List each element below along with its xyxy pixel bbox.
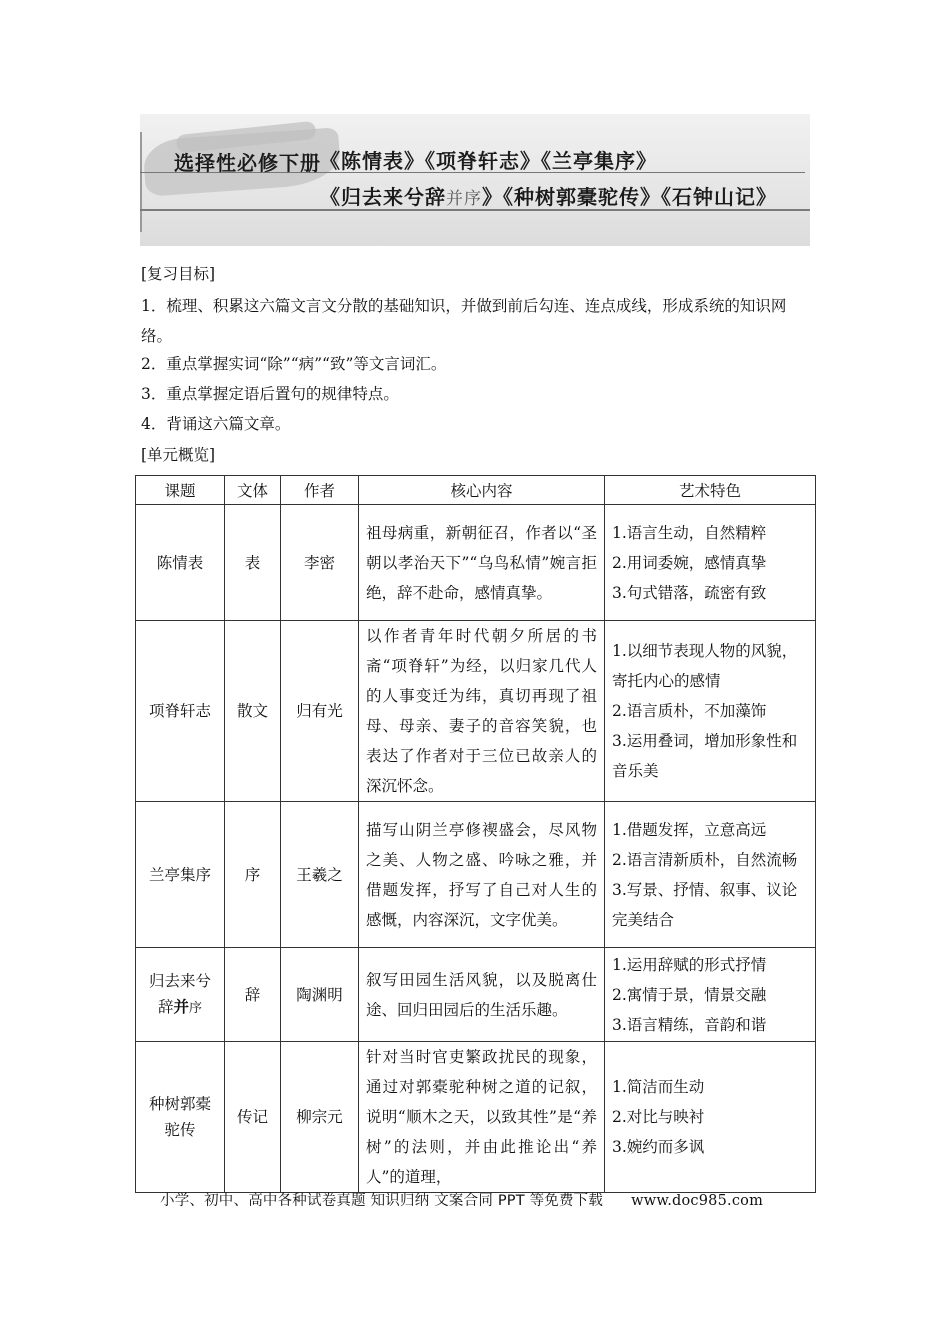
col-header-content: 核心内容 [359, 476, 605, 505]
table-row [136, 802, 816, 948]
cell-genre: 表 [225, 505, 281, 621]
feature-item: 3.写景、抒情、叙事、议论完美结合 [612, 880, 798, 929]
feature-item: 2.寓情于景，情景交融 [612, 985, 767, 1004]
cell-features [605, 621, 816, 802]
review-goal-item: 3．重点掌握定语后置句的规律特点。 [141, 385, 399, 403]
col-header-genre: 文体 [225, 476, 281, 505]
cell-title: 项脊轩志 [136, 621, 225, 802]
cell-author: 归有光 [281, 621, 359, 802]
title-bold-part: 并 [173, 996, 189, 1016]
feature-item: 2.语言清新质朴，自然流畅 [612, 850, 798, 869]
footer-url-link[interactable]: www.doc985.com [631, 1193, 764, 1209]
review-goal-item: 2．重点掌握实词“除”“病”“致”等文言词汇。 [141, 355, 447, 373]
header-banner [140, 114, 810, 246]
cell-genre: 辞 [225, 948, 281, 1042]
unit-overview-title: [单元概览] [141, 446, 216, 464]
feature-item: 2.用词委婉，感情真挚 [612, 553, 767, 572]
cell-author: 柳宗元 [281, 1042, 359, 1193]
col-header-features: 艺术特色 [605, 476, 816, 505]
feature-item: 2.对比与映衬 [612, 1108, 705, 1126]
cell-author: 李密 [281, 505, 359, 621]
cell-features [605, 505, 816, 621]
cell-features [605, 802, 816, 948]
table-row [136, 621, 816, 802]
review-goal-item: 1．梳理、积累这六篇文言文分散的基础知识，并做到前后勾连、连点成线，形成系统的知识网络。 [141, 297, 787, 345]
title-part: 归去来兮辞 [148, 971, 211, 1016]
lesson-titles-line1: 《陈情表》《项脊轩志》《兰亭集序》 [320, 149, 657, 173]
cell-title [136, 948, 225, 1042]
cell-content: 叙写田园生活风貌，以及脱离仕途、回归田园后的生活乐趣。 [359, 948, 605, 1042]
table-row [136, 505, 816, 621]
feature-item: 1.借题发挥，立意高远 [612, 820, 767, 839]
feature-item: 3.婉约而多讽 [612, 1138, 705, 1156]
footer-text: 小学、初中、高中各种试卷真题 知识归纳 文案合同 PPT 等免费下载 [160, 1193, 604, 1209]
feature-item: 3.运用叠词，增加形象性和音乐美 [612, 732, 798, 780]
feature-item: 1.运用辞赋的形式抒情 [612, 955, 767, 974]
unit-overview-table [135, 475, 816, 1193]
cell-genre: 传记 [225, 1042, 281, 1193]
cell-title: 种树郭橐驼传 [136, 1042, 225, 1193]
lesson-titles-line2 [320, 181, 777, 210]
cell-content: 描写山阴兰亭修禊盛会，尽风物之美、人物之盛、吟咏之雅，并借题发挥，抒写了自己对人生的感慨，内容深沉，文字优美。 [359, 802, 605, 948]
cell-content: 以作者青年时代朝夕所居的书斋“项脊轩”为经，以归家几代人的人事变迁为纬，真切再现了祖母、母亲、妻子的音容笑貌，也表达了作者对于三位已故亲人的深沉怀念。 [359, 621, 605, 802]
col-header-title: 课题 [136, 476, 225, 505]
cell-content: 祖母病重，新朝征召，作者以“圣朝以孝治天下”“乌鸟私情”婉言拒绝，辞不赴命，感情真挚。 [359, 505, 605, 621]
cell-title: 兰亭集序 [136, 802, 225, 948]
feature-item: 3.语言精练，音韵和谐 [612, 1015, 767, 1034]
page-footer [160, 1189, 763, 1210]
feature-item: 3.句式错落，疏密有致 [612, 583, 767, 602]
title-small-part: 序 [189, 1000, 203, 1016]
feature-item: 2.语言质朴，不加藻饰 [612, 702, 767, 720]
review-goals-title: [复习目标] [141, 265, 216, 283]
feature-item: 1.简洁而生动 [612, 1078, 705, 1096]
cell-genre: 散文 [225, 621, 281, 802]
cell-title: 陈情表 [136, 505, 225, 621]
cell-content: 针对当时官吏繁政扰民的现象，通过对郭橐驼种树之道的记叙，说明“顺木之天，以致其性”是“养树”的法则，并由此推论出“养人”的道理， [359, 1042, 605, 1193]
banner-divider [140, 132, 142, 232]
table-row [136, 1042, 816, 1193]
table-header-row [136, 476, 816, 505]
cell-features [605, 1042, 816, 1193]
table-row [136, 948, 816, 1042]
cell-genre: 序 [225, 802, 281, 948]
cell-author: 陶渊明 [281, 948, 359, 1042]
review-goal-item: 4．背诵这六篇文章。 [141, 415, 291, 433]
lesson-title-small: 并序 [446, 189, 482, 209]
lesson-title-part: 》《种树郭橐驼传》《石钟山记》 [482, 185, 777, 209]
col-header-author: 作者 [281, 476, 359, 505]
feature-item: 1.语言生动，自然精粹 [612, 523, 767, 542]
volume-label: 选择性必修下册 [174, 151, 321, 175]
lesson-title-part: 《归去来兮辞 [320, 185, 446, 209]
cell-features [605, 948, 816, 1042]
cell-author: 王羲之 [281, 802, 359, 948]
feature-item: 1.以细节表现人物的风貌，寄托内心的感情 [612, 642, 798, 690]
